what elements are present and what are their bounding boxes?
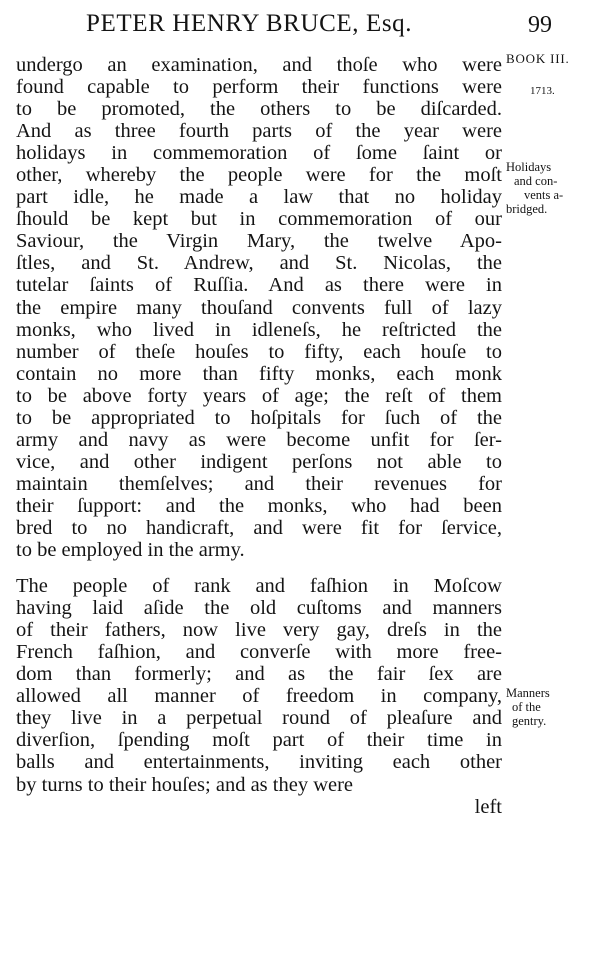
text-line: undergo an examination, and thoſe who were (16, 54, 502, 76)
text-line: their ſupport: and the monks, who had been (16, 494, 502, 517)
margin-note-line: and con- (514, 174, 558, 188)
text-line: found capable to perform their functions were (16, 76, 502, 99)
text-line: to be employed in the army. (16, 539, 245, 562)
text-line: by turns to their houſes; and as they were (16, 773, 354, 796)
text-line: they live in a perpetual round of pleaſure and (16, 707, 502, 730)
paragraph-gap (16, 561, 502, 575)
body-text (16, 54, 502, 818)
margin-note-line: gentry. (512, 714, 547, 728)
text-line: Saviour, the Virgin Mary, the twelve Apo- (16, 230, 502, 253)
page-number: 99 (528, 12, 552, 38)
text-line: diverſion, ſpending moſt part of their time in (16, 729, 502, 752)
text-line: the empire many thouſand convents full of lazy (16, 296, 502, 319)
margin-note-manners (506, 686, 594, 728)
text-line: ſhould be kept but in commemoration of our (16, 208, 502, 231)
margin-note-year: 1713. (530, 85, 555, 97)
text-line: allowed all manner of freedom in company, (16, 685, 502, 708)
text-line: other, whereby the people were for the moſt (16, 164, 502, 187)
text-line: vice, and other indigent perſons not able to (16, 450, 502, 473)
margin-note-book: BOOK III. (506, 51, 570, 66)
text-line: bred to no handicraft, and were fit for ſervice, (16, 516, 502, 539)
text-line: The people of rank and faſhion in Moſcow (16, 575, 502, 598)
text-line: number of theſe houſes to fifty, each houſe to (16, 340, 502, 363)
text-line: to be above forty years of age; the reſt of them (16, 384, 502, 407)
margin-note-line: of the (512, 700, 541, 714)
text-line: maintain themſelves; and their revenues for (16, 472, 502, 495)
running-title: PETER HENRY BRUCE, Esq. (86, 10, 413, 37)
text-line: French faſhion, and converſe with more free- (16, 641, 502, 664)
text-line: contain no more than fifty monks, each monk (16, 362, 502, 385)
text-line: monks, who lived in idleneſs, he reſtricted the (16, 318, 502, 341)
margin-note-line: vents a- (524, 188, 564, 202)
paragraph (16, 575, 502, 795)
text-line: tutelar ſaints of Ruſſia. And as there were in (16, 274, 502, 297)
text-line: of their fathers, now live very gay, dreſs in the (16, 619, 502, 642)
text-line: having laid aſide the old cuſtoms and manners (16, 597, 502, 620)
text-line: ſtles, and St. Andrew, and St. Nicolas, the (16, 252, 502, 275)
text-line: part idle, he made a law that no holiday (16, 186, 502, 209)
margin-note-line: Holidays (506, 160, 552, 174)
text-line: And as three fourth parts of the year were (16, 120, 502, 143)
margin-note-line: bridged. (506, 202, 548, 216)
running-head (0, 4, 594, 44)
margin-note-holidays (506, 160, 594, 216)
text-line: holidays in commemoration of ſome ſaint or (16, 142, 502, 165)
text-line: to be appropriated to hoſpitals for ſuch of the (16, 406, 502, 429)
text-line: balls and entertainments, inviting each other (16, 751, 502, 774)
catchword: left (474, 795, 502, 818)
paragraph (16, 54, 502, 561)
text-line: army and navy as were become unfit for ſer- (16, 428, 502, 451)
margin-note-line: Manners (506, 686, 550, 700)
text-line: to be promoted, the others to be diſcarded. (16, 98, 502, 121)
text-line: dom than formerly; and as the fair ſex are (16, 663, 502, 686)
